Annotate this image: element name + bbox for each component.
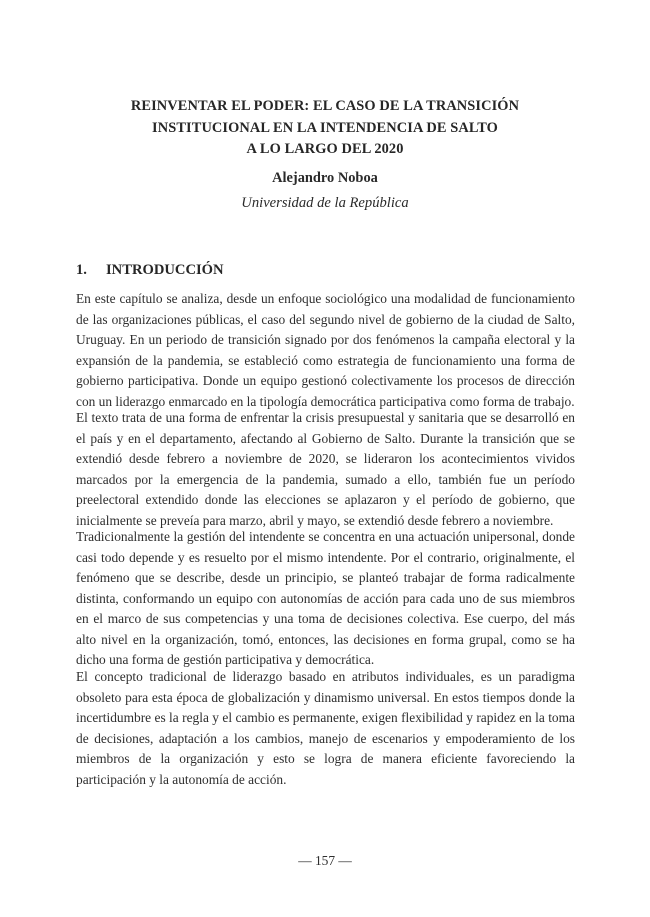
page-number: — 157 — bbox=[298, 853, 352, 868]
body-paragraph-1: En este capítulo se analiza, desde un enfoque sociológico una modalidad de funcionamiento de las organizaciones públicas, el caso del segundo nivel de gobierno de la ciudad de Salto, Uruguay. En un periodo de transición signado por dos fenómenos la campaña electoral y la expansión de la pandemia, se estableció como estrategia de funcionamiento una forma de gobierno participativa. Donde un equipo gestionó colectivamente los procesos de dirección con un liderazgo enmarcado en la tipología democrática participativa como forma de trabajo. bbox=[76, 291, 575, 409]
chapter-title-line-1: REINVENTAR EL PODER: EL CASO DE LA TRANSICIÓN bbox=[130, 98, 520, 114]
author-name: Alejandro Noboa bbox=[272, 170, 378, 186]
body-paragraph-3: Tradicionalmente la gestión del intendente se concentra en una actuación unipersonal, donde casi todo depende y es resuelto por el mismo intendente. Por el contrario, originalmente, el fenómeno que se describe, desde un principio, se planteó trabajar de forma radicalmente distinta, conformando un equipo con autonomías de acción para cada uno de sus miembros en el marco de sus competencias y una toma de decisiones colectiva. Ese cuerpo, del más alto nivel en la organización, tomó, entonces, las decisiones en forma grupal, como se ha dicho una forma de gestión participativa y democrática. bbox=[76, 529, 575, 667]
section-number: 1. bbox=[76, 262, 87, 278]
author-affiliation: Universidad de la República bbox=[241, 195, 409, 211]
chapter-title-line-2: INSTITUCIONAL EN LA INTENDENCIA DE SALTO bbox=[152, 119, 498, 136]
chapter-title-line-3: A LO LARGO DEL 2020 bbox=[246, 141, 404, 157]
body-paragraph-2: El texto trata de una forma de enfrentar la crisis presupuestal y sanitaria que se desarrolló en el país y en el departamento, afectando al Gobierno de Salto. Durante la transición que se extendió desde febrero a noviembre de 2020, se lideraron los acontecimientos vividos marcados por la emergencia de la pandemia, sumado a ello, también fue un período preelectoral extendido donde las elecciones se aplazaron y el período de gobierno, que inicialmente se preveía para marzo, abril y mayo, se extendió desde febrero a noviembre. bbox=[76, 410, 575, 528]
body-paragraph-4: El concepto tradicional de liderazgo basado en atributos individuales, es un paradigma obsoleto para esta época de globalización y dinamismo universal. En estos tiempos donde la incertidumbre es la regla y el cambio es permanente, exigen flexibilidad y rapidez en la toma de decisiones, adaptación a los cambios, manejo de escenarios y empoderamiento de los miembros de la organización y esto se logra de manera eficiente favoreciendo la participación y la autonomía de acción. bbox=[76, 669, 575, 787]
chapter-title bbox=[0, 96, 650, 161]
section-heading bbox=[76, 260, 224, 280]
section-title: INTRODUCCIÓN bbox=[106, 262, 224, 278]
